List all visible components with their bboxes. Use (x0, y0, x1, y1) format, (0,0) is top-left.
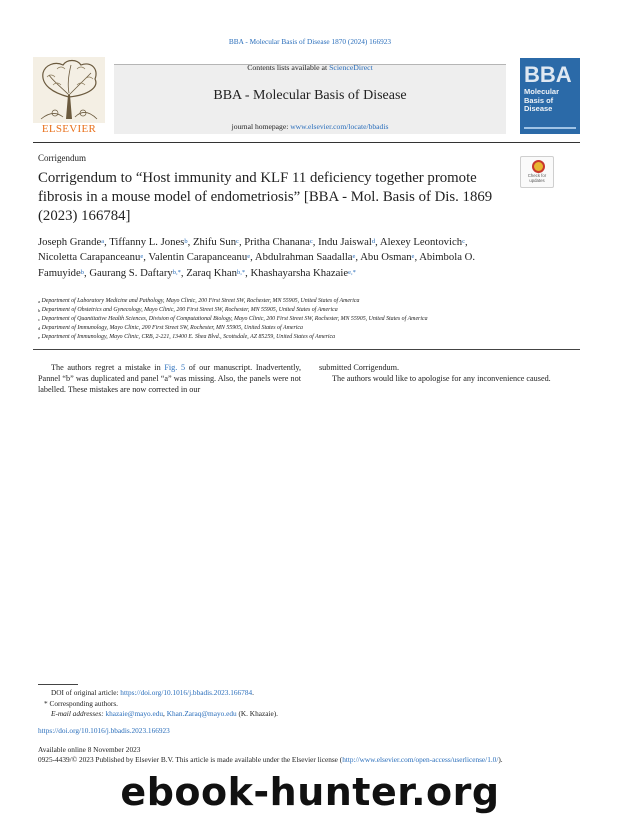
author[interactable]: Indu Jaiswal (318, 236, 372, 248)
cover-line-1: Molecular (524, 87, 560, 96)
article-doi-link[interactable]: https://doi.org/10.1016/j.bbadis.2023.166923 (38, 726, 170, 735)
journal-cover-thumbnail[interactable] (520, 58, 580, 134)
author-separator: , (104, 236, 110, 248)
email-link-2[interactable]: Khan.Zaraq@mayo.edu (166, 709, 237, 718)
contents-prefix: Contents lists available at (247, 63, 330, 72)
journal-title: BBA - Molecular Basis of Disease (213, 88, 407, 103)
doi-suffix: . (252, 688, 254, 697)
cover-strip (524, 127, 576, 129)
sciencedirect-link[interactable]: ScienceDirect (329, 63, 373, 72)
check-updates-label (521, 173, 553, 183)
author[interactable]: Khashayarsha Khazaie (250, 266, 349, 279)
corresponding-footnote (44, 699, 118, 708)
affiliation-key: e (38, 335, 40, 340)
author-separator: , (84, 266, 90, 279)
homepage-line (114, 122, 506, 131)
author-separator: , (143, 251, 149, 264)
author-affiliation-marker[interactable]: e (411, 253, 415, 261)
body-paragraph-2: The authors would like to apologise for any inconvenience caused. (332, 374, 551, 383)
author-affiliation-marker[interactable]: b,* (172, 268, 181, 276)
cover-subtitle (524, 88, 578, 114)
author-affiliation-marker[interactable]: e,* (348, 268, 356, 276)
author-affiliation-marker[interactable]: c (309, 238, 313, 245)
author-affiliation-marker[interactable]: d (371, 238, 376, 245)
author-separator: , (250, 251, 255, 264)
affiliation-list (38, 297, 578, 342)
body-divider (33, 349, 580, 350)
cover-bba-text: BBA (524, 62, 572, 87)
author[interactable]: Valentin Carapanceanu (148, 251, 248, 264)
doi-label: DOI of original article: (51, 688, 121, 697)
affiliation (38, 333, 578, 342)
author-affiliation-marker[interactable]: b,* (236, 268, 246, 276)
affiliation-key: c (38, 317, 40, 322)
email-label: E-mail addresses: (51, 709, 104, 718)
copyright-text: 0925-4439/© 2023 Published by Elsevier B.V. This article is made available under the Elsevier license ( (38, 755, 343, 764)
author[interactable]: Tiffanny L. Jones (109, 236, 185, 248)
available-online: Available online 8 November 2023 (38, 745, 141, 754)
original-doi-footnote (51, 688, 254, 697)
check-updates-line-2: updates (529, 178, 545, 183)
author-affiliation-marker[interactable]: b (184, 238, 188, 245)
affiliation-key: d (38, 326, 41, 331)
elsevier-wordmark: ELSEVIER (41, 123, 97, 135)
affiliation-key: b (38, 308, 41, 313)
author-list (38, 235, 508, 281)
footnote-divider (38, 684, 78, 685)
author-affiliation-marker[interactable]: e (352, 253, 356, 261)
affiliation (38, 306, 578, 315)
author-separator: , (375, 236, 380, 248)
author-separator: , (414, 251, 420, 264)
cover-line-2: Basis of (524, 95, 554, 105)
copyright-suffix: ). (498, 755, 503, 764)
running-head[interactable]: BBA - Molecular Basis of Disease 1870 (2024) 166923 (228, 37, 392, 46)
check-updates-line-1: Check for (527, 173, 547, 178)
author-affiliation-marker[interactable]: e (247, 253, 251, 261)
author[interactable]: Alexey Leontovich (379, 236, 463, 248)
affiliation (38, 324, 578, 333)
author-separator: , (187, 236, 193, 248)
author[interactable]: Joseph Grande (38, 236, 102, 248)
body-text: The authors regret a mistake in (51, 363, 165, 372)
author[interactable]: Abimbola O. Famuyide (38, 251, 476, 279)
affiliation-text: Department of Quantitative Health Sciences, Division of Computational Biology, Mayo Clinic, 200 First Street SW, Rochester, MN 55905, United States of America (41, 316, 428, 322)
author[interactable]: Nicoletta Carapanceanu (38, 251, 141, 264)
copyright-line (38, 755, 598, 764)
license-link[interactable]: http://www.elsevier.com/open-access/userlicense/1.0/ (342, 755, 499, 764)
email-footnote (51, 709, 278, 718)
author[interactable]: Abu Osman (360, 251, 412, 264)
figure-5-link[interactable]: Fig. 5 (164, 363, 186, 372)
asterisk-mark: * (44, 699, 48, 708)
affiliation-key: a (38, 299, 40, 304)
author-separator: , (245, 266, 251, 279)
affiliation-text: Department of Laboratory Medicine and Pathology, Mayo Clinic, 200 First Street SW, Rochester, MN 55905, United States of America (41, 298, 360, 304)
body-paragraph-1 (38, 363, 301, 395)
email-owner: (K. Khazaie). (236, 709, 278, 718)
author-affiliation-marker[interactable]: a (101, 238, 105, 245)
affiliation (38, 315, 578, 324)
affiliation-text: Department of Obstetrics and Gynecology, Mayo Clinic, 200 First Street SW, Rochester, MN 55905, United States of America (41, 307, 338, 313)
author-affiliation-marker[interactable]: c (462, 238, 465, 245)
email-separator: , (163, 709, 167, 718)
author-affiliation-marker[interactable]: e (140, 253, 144, 261)
article-title: Corrigendum to “Host immunity and KLF 11 deficiency together promote fibrosis in a mouse model of endometriosis” [BBA - Mol. Basis of Dis. 1869 (2023) 166784] (38, 170, 493, 224)
original-doi-link[interactable]: https://doi.org/10.1016/j.bbadis.2023.166784 (120, 688, 253, 697)
author[interactable]: Zhifu Sun (192, 236, 237, 248)
email-link-1[interactable]: khazaie@mayo.edu (105, 709, 164, 718)
homepage-prefix: journal homepage: (231, 122, 291, 131)
header-divider (33, 142, 580, 143)
author-separator: , (238, 236, 245, 248)
check-updates-icon (532, 160, 545, 173)
body-paragraph-1-continued: submitted Corrigendum. (319, 363, 400, 372)
author-separator: , (464, 236, 468, 248)
author-affiliation-marker[interactable]: c (236, 238, 239, 245)
affiliation-text: Department of Immunology, Mayo Clinic, 200 First Street SW, Rochester, MN 55905, United States of America (41, 325, 303, 331)
author-separator: , (180, 266, 187, 279)
watermark: ebook-hunter.org (120, 770, 500, 814)
author[interactable]: Zaraq Khan (186, 266, 237, 279)
homepage-link[interactable]: www.elsevier.com/locate/bbadis (290, 122, 389, 131)
cover-line-3: Disease (524, 104, 553, 114)
author-separator: , (312, 236, 319, 248)
author-separator: , (355, 251, 361, 264)
corresponding-text: Corresponding authors. (49, 699, 118, 708)
body-text: of our manuscript. Inadvertently, Pannel “b” was duplicated and panel “a” was missing. Also, the panels were not labelled. These mistakes are now corrected in our (38, 363, 301, 394)
author[interactable]: Pritha Chanana (244, 236, 310, 248)
author[interactable]: Gaurang S. Daftary (89, 266, 173, 279)
contents-line (114, 63, 506, 72)
affiliation-text: Department of Immunology, Mayo Clinic, CRB, 2-221, 13400 E. Shea Blvd., Scottsdale, AZ 85259, United States of America (41, 334, 336, 340)
author-affiliation-marker[interactable]: b (80, 268, 84, 276)
article-type: Corrigendum (38, 153, 86, 163)
check-for-updates-button[interactable] (520, 156, 554, 188)
affiliation (38, 297, 578, 306)
author[interactable]: Abdulrahman Saadalla (254, 251, 353, 264)
